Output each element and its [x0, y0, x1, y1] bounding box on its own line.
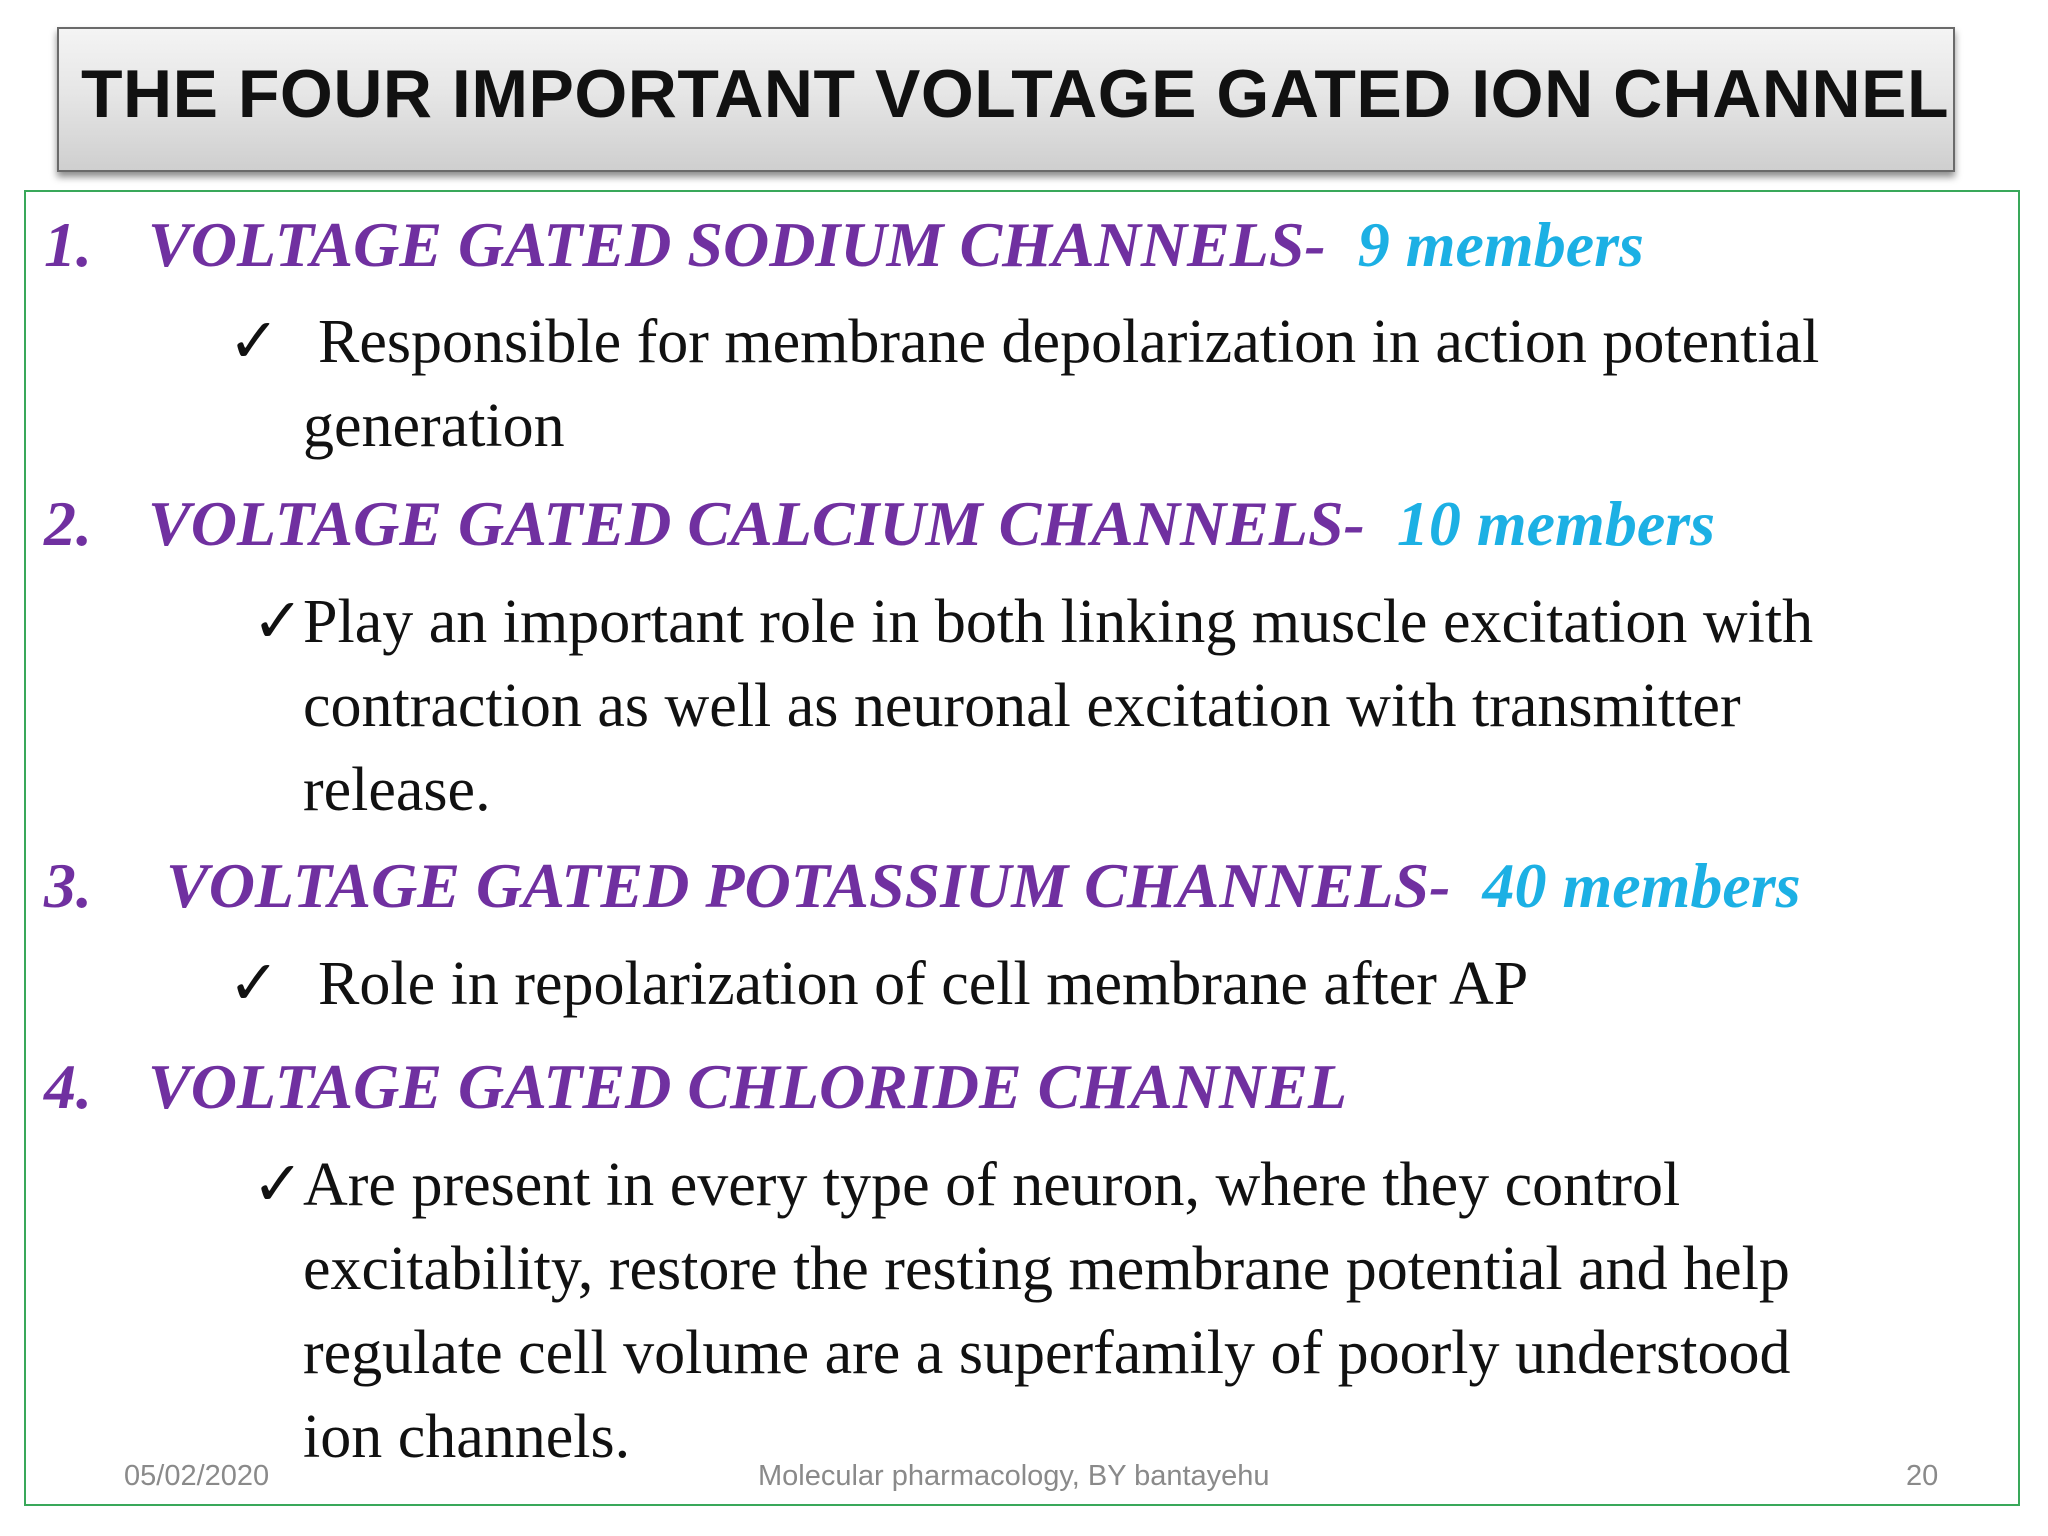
item-1-heading: [44, 209, 1644, 280]
item-2-title: VOLTAGE GATED CALCIUM CHANNELS-: [148, 488, 1365, 559]
footer-caption: Molecular pharmacology, BY bantayehu: [758, 1460, 1270, 1492]
item-4-bullet: [252, 1143, 1791, 1479]
item-2-number: 2.: [44, 488, 92, 559]
item-4-line-1: Are present in every type of neuron, where they control: [303, 1151, 1681, 1219]
item-4-line-4: ion channels.: [303, 1403, 631, 1471]
slide-title: THE FOUR IMPORTANT VOLTAGE GATED ION CHANNEL: [81, 56, 1949, 132]
check-icon: ✓: [228, 308, 280, 376]
item-2-line-3: release.: [303, 756, 491, 824]
item-3-members: 40 members: [1482, 850, 1801, 921]
item-3-number: 3.: [44, 850, 92, 921]
item-4-line-2: excitability, restore the resting membrane potential and help: [303, 1235, 1790, 1303]
check-icon: ✓: [252, 588, 304, 656]
item-1-line-2: generation: [303, 392, 565, 460]
item-4-title: VOLTAGE GATED CHLORIDE CHANNEL: [148, 1051, 1348, 1122]
item-3-heading: [44, 850, 1801, 921]
footer-date: 05/02/2020: [124, 1460, 270, 1492]
item-1-members: 9 members: [1357, 209, 1644, 280]
item-3-bullet: [228, 942, 1528, 1026]
item-2-line-2: contraction as well as neuronal excitation with transmitter: [303, 672, 1741, 740]
item-4-heading: [44, 1051, 1348, 1122]
item-3-title: VOLTAGE GATED POTASSIUM CHANNELS-: [166, 850, 1451, 921]
item-1-title: VOLTAGE GATED SODIUM CHANNELS-: [148, 209, 1326, 280]
item-4-number: 4.: [44, 1051, 92, 1122]
check-icon: ✓: [252, 1151, 304, 1219]
item-2-heading: [44, 488, 1716, 559]
item-1-line-1: Responsible for membrane depolarization in action potential: [318, 308, 1820, 376]
item-2-members: 10 members: [1396, 488, 1716, 559]
check-icon: ✓: [228, 950, 280, 1018]
title-banner: [57, 27, 1955, 172]
slide-number: 20: [1906, 1460, 1939, 1492]
item-2-line-1: Play an important role in both linking muscle excitation with: [303, 588, 1814, 656]
item-1-number: 1.: [44, 209, 92, 280]
item-2-bullet: [252, 580, 1813, 832]
item-1-bullet: [228, 300, 1819, 468]
item-3-line-1: Role in repolarization of cell membrane after AP: [318, 950, 1529, 1018]
item-4-line-3: regulate cell volume are a superfamily of poorly understood: [303, 1319, 1791, 1387]
